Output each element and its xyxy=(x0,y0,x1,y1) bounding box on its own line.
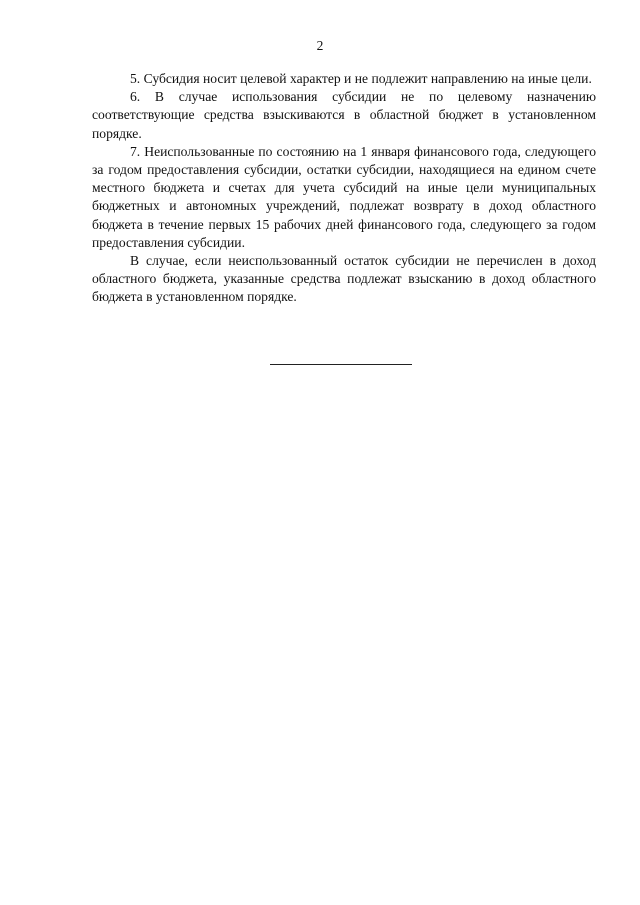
paragraph-7: 7. Неиспользованные по состоянию на 1 января финансового года, следующего за годом предоставления субсидии, остатки субсидии, находящиеся на едином счете местного бюджета и счетах для учета субсидий на иные цели муниципальных бюджетных и автономных учреждений, подлежат возврату в доход областного бюджета в течение первых 15 рабочих дней финансового года, следующего за годом предоставления субсидии. xyxy=(92,143,596,250)
paragraph-5: 5. Субсидия носит целевой характер и не подлежит направлению на иные цели. xyxy=(130,71,592,86)
paragraph-7-continuation: В случае, если неиспользованный остаток субсидии не перечислен в доход областного бюджета, указанные средства подлежат взысканию в доход областного бюджета в установленном порядке. xyxy=(92,253,596,305)
document-body xyxy=(92,70,596,307)
end-of-text-rule xyxy=(270,364,412,365)
page-number: 2 xyxy=(316,38,324,53)
paragraph-6: 6. В случае использования субсидии не по целевому назначению соответствующие средства взыскиваются в областной бюджет в установленном порядке. xyxy=(92,89,596,141)
